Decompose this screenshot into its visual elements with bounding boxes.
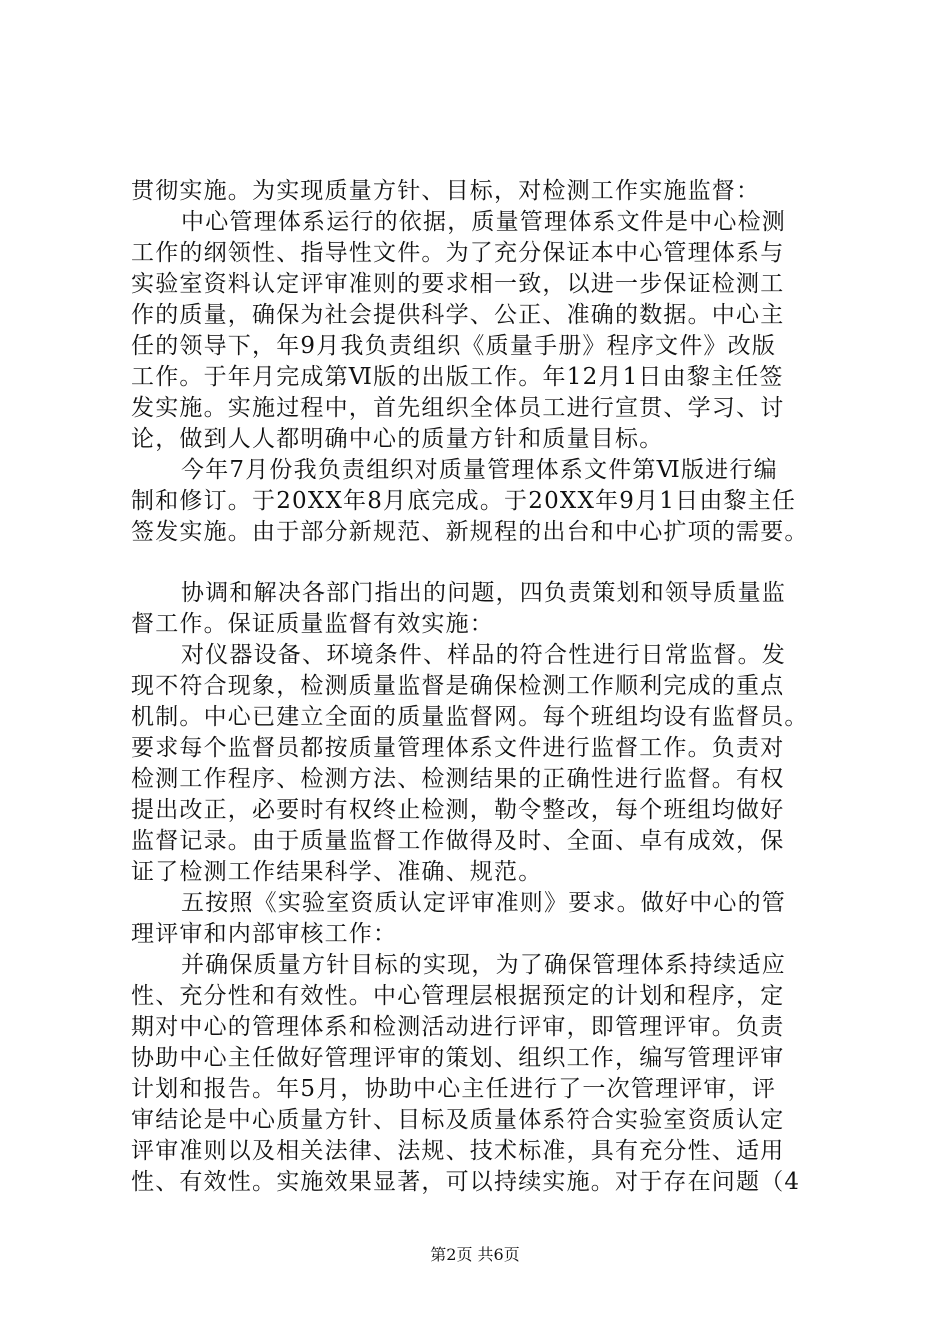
text-line: 协调和解决各部门指出的问题，四负责策划和领导质量监 <box>181 580 786 606</box>
text-line: 任的领导下，年9月我负责组织《质量手册》程序文件》改版 <box>131 333 777 359</box>
text-line: 督工作。保证质量监督有效实施： <box>131 611 494 637</box>
text-line: 对仪器设备、环境条件、样品的符合性进行日常监督。发 <box>181 642 786 668</box>
text-line: 监督记录。由于质量监督工作做得及时、全面、卓有成效，保 <box>131 828 785 854</box>
text-line: 提出改正，必要时有权终止检测，勒令整改，每个班组均做好 <box>131 797 785 823</box>
text-line: 计划和报告。年5月，协助中心主任进行了一次管理评审，评 <box>131 1076 777 1102</box>
text-line: 现不符合现象，检测质量监督是确保检测工作顺利完成的重点 <box>131 673 785 699</box>
text-line: 工作。于年月完成第Ⅵ版的出版工作。年12月1日由黎主任签 <box>131 364 784 390</box>
text-line: 贯彻实施。为实现质量方针、目标，对检测工作实施监督： <box>131 178 761 204</box>
text-line: 性、有效性。实施效果显著，可以持续实施。对于存在问题（4 <box>131 1169 801 1195</box>
page-number-footer: 第2页 共6页 <box>430 1245 520 1264</box>
text-line: 工作的纲领性、指导性文件。为了充分保证本中心管理体系与 <box>131 240 785 266</box>
text-line: 发实施。实施过程中，首先组织全体员工进行宣贯、学习、讨 <box>131 395 785 421</box>
text-line: 检测工作程序、检测方法、检测结果的正确性进行监督。有权 <box>131 766 785 792</box>
text-line: 理评审和内部审核工作： <box>131 921 398 947</box>
text-line: 论，做到人人都明确中心的质量方针和质量目标。 <box>131 426 664 452</box>
text-line: 性、充分性和有效性。中心管理层根据预定的计划和程序，定 <box>131 983 785 1009</box>
text-line: 今年7月份我负责组织对质量管理体系文件第Ⅵ版进行编 <box>181 457 778 483</box>
text-line: 五按照《实验室资质认定评审准则》要求。做好中心的管 <box>181 890 786 916</box>
text-line: 机制。中心已建立全面的质量监督网。每个班组均设有监督员。 <box>131 704 809 730</box>
text-line: 中心管理体系运行的依据，质量管理体系文件是中心检测 <box>181 209 786 235</box>
text-line: 并确保质量方针目标的实现，为了确保管理体系持续适应 <box>181 952 786 978</box>
text-line: 证了检测工作结果科学、准确、规范。 <box>131 859 543 885</box>
text-line: 期对中心的管理体系和检测活动进行评审，即管理评审。负责 <box>131 1014 785 1040</box>
text-line: 签发实施。由于部分新规范、新规程的出台和中心扩项的需要。 <box>131 519 809 545</box>
text-line: 审结论是中心质量方针、目标及质量体系符合实验室资质认定 <box>131 1107 785 1133</box>
text-line: 协助中心主任做好管理评审的策划、组织工作，编写管理评审 <box>131 1045 785 1071</box>
text-line: 要求每个监督员都按质量管理体系文件进行监督工作。负责对 <box>131 735 785 761</box>
text-line: 作的质量，确保为社会提供科学、公正、准确的数据。中心主 <box>131 302 785 328</box>
text-line: 制和修订。于20XX年8月底完成。于20XX年9月1日由黎主任 <box>131 488 797 514</box>
text-line: 实验室资料认定评审准则的要求相一致，以进一步保证检测工 <box>131 271 785 297</box>
paragraph-gap <box>131 548 851 578</box>
document-body <box>131 176 851 1198</box>
text-line: 评审准则以及相关法律、法规、技术标准，具有充分性、适用 <box>131 1138 785 1164</box>
